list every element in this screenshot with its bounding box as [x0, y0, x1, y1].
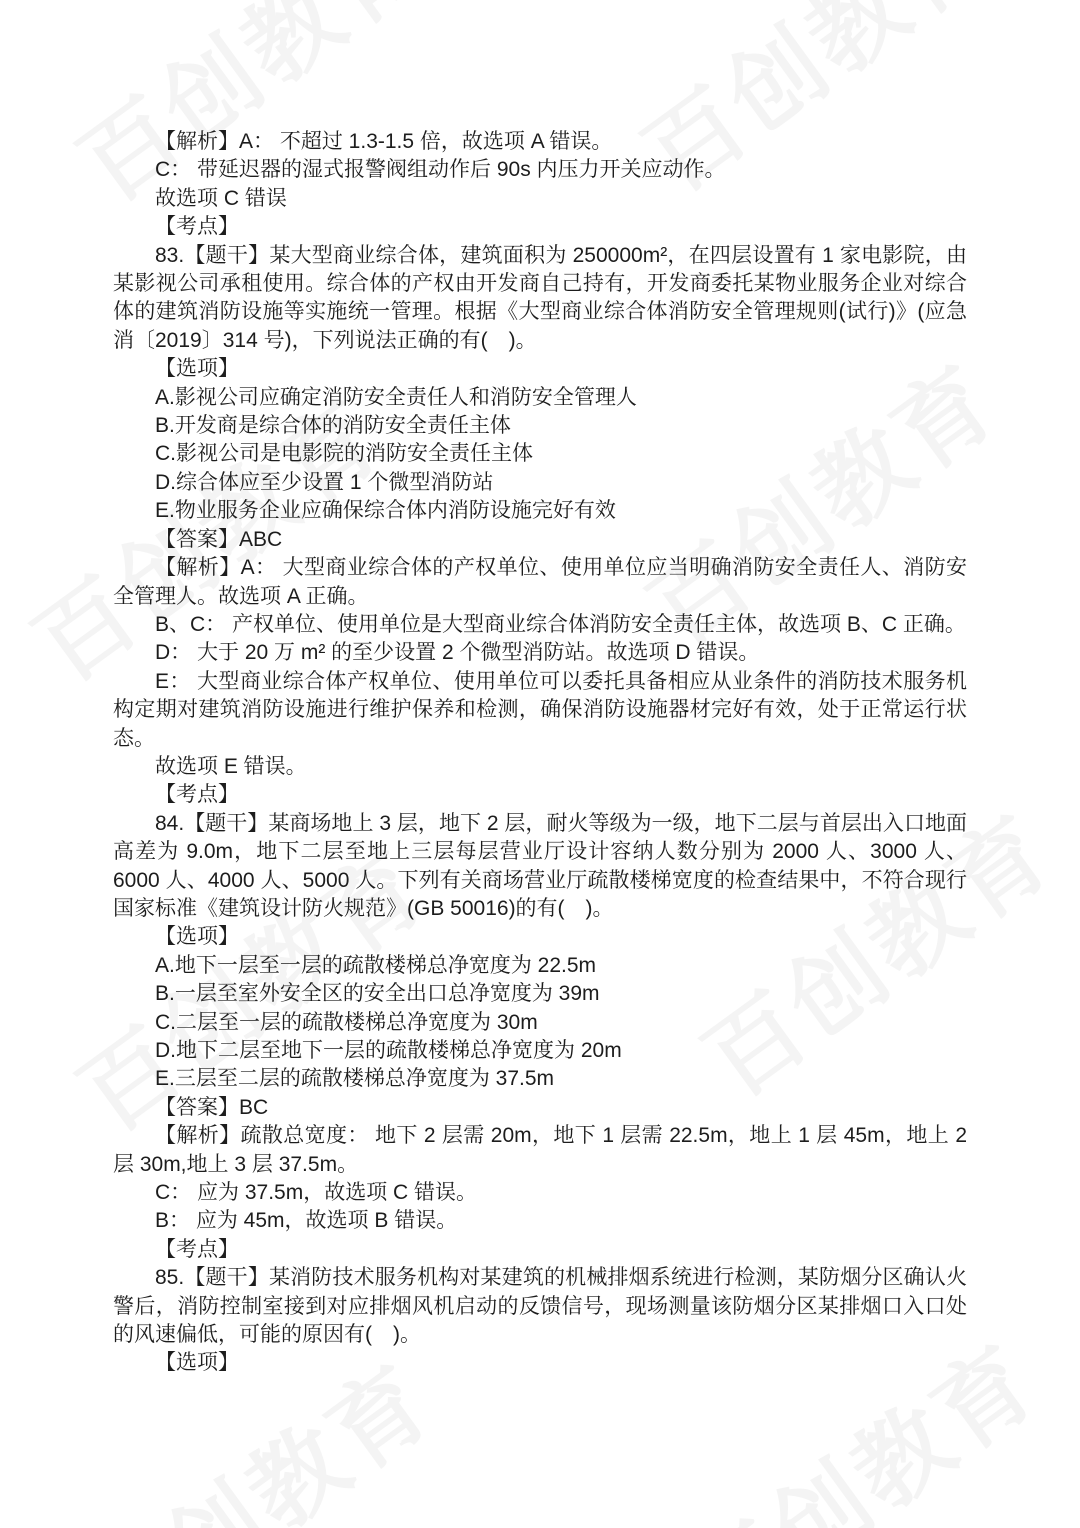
paragraph: C： 带延迟器的湿式报警阀组动作后 90s 内压力开关应动作。 — [155, 158, 726, 182]
paragraph: 【考点】 — [155, 1237, 239, 1261]
paragraph: D： 大于 20 万 m² 的至少设置 2 个微型消防站。故选项 D 错误。 — [155, 641, 760, 665]
paragraph: 故选项 C 错误 — [155, 186, 287, 210]
paragraph: C.二层至一层的疏散楼梯总净宽度为 30m — [155, 1010, 538, 1034]
paragraph: E.物业服务企业应确保综合体内消防设施完好有效 — [155, 499, 616, 523]
paragraph: B、C： 产权单位、使用单位是大型商业综合体消防安全责任主体，故选项 B、C 正确。 — [155, 612, 966, 636]
paragraph: 故选项 E 错误。 — [155, 754, 307, 778]
paragraph: 83.【题干】某大型商业综合体，建筑面积为 250000m²，在四层设置有 1 家电影院，由某影视公司承租使用。综合体的产权由开发商自己持有，开发商委托某物业服务企业对综合体的建筑消防设施等实施统一管理。根据《大型商业综合体消防安全管理规则(试行)》(应急消〔2019〕314 号)，下列说法正确的有( )。 — [113, 243, 967, 352]
paragraph: E： 大型商业综合体产权单位、使用单位可以委托具备相应从业条件的消防技术服务机构定期对建筑消防设施进行维护保养和检测，确保消防设施器材完好有效，处于正常运行状态。 — [113, 669, 967, 750]
paragraph: B： 应为 45m，故选项 B 错误。 — [155, 1209, 458, 1233]
paragraph: A.地下一层至一层的疏散楼梯总净宽度为 22.5m — [155, 953, 597, 977]
paragraph: 84.【题干】某商场地上 3 层，地下 2 层，耐火等级为一级，地下二层与首层出入口地面高差为 9.0m，地下二层至地上三层每层营业厅设计容纳人数分别为 2000 人、3000 人、6000 人、4000 人、5000 人。下列有关商场营业厅疏散楼梯宽度的检查结果中，不符合现行国家标准《建筑设计防火规范》(GB 50016)的有( )。 — [113, 811, 967, 920]
paragraph: D.地下二层至地下一层的疏散楼梯总净宽度为 20m — [155, 1039, 622, 1062]
paragraph: B.一层至室外安全区的安全出口总净宽度为 39m — [155, 982, 600, 1006]
paragraph: B.开发商是综合体的消防安全责任主体 — [155, 414, 511, 438]
paragraph: 【选项】 — [155, 357, 239, 381]
paragraph: 【解析】A： 大型商业综合体的产权单位、使用单位应当明确消防安全责任人、消防安全管理人。故选项 A 正确。 — [113, 556, 967, 608]
paragraph: 【选项】 — [155, 925, 239, 949]
paragraph: 【选项】 — [155, 1351, 239, 1375]
paragraph: 【答案】BC — [155, 1095, 269, 1119]
paragraph: 【考点】 — [155, 215, 239, 239]
paragraph: 【考点】 — [155, 783, 239, 807]
paragraph: C.影视公司是电影院的消防安全责任主体 — [155, 442, 533, 466]
paragraph: 85.【题干】某消防技术服务机构对某建筑的机械排烟系统进行检测，某防烟分区确认火警后，消防控制室接到对应排烟风机启动的反馈信号，现场测量该防烟分区某排烟口入口处的风速偏低，可能的原因有( )。 — [113, 1266, 967, 1347]
paragraph: E.三层至二层的疏散楼梯总净宽度为 37.5m — [155, 1067, 555, 1091]
paragraph: A.影视公司应确定消防安全责任人和消防安全管理人 — [155, 385, 637, 409]
paragraph: 【解析】疏散总宽度： 地下 2 层需 20m，地下 1 层需 22.5m，地上 1 层 45m，地上 2 层 30m,地上 3 层 37.5m。 — [113, 1124, 967, 1176]
paragraph: 【答案】ABC — [155, 527, 283, 551]
paragraph: C： 应为 37.5m，故选项 C 错误。 — [155, 1181, 478, 1205]
document-content — [113, 128, 967, 1378]
paragraph: 【解析】A： 不超过 1.3-1.5 倍，故选项 A 错误。 — [155, 130, 613, 153]
paragraph: D.综合体应至少设置 1 个微型消防站 — [155, 470, 494, 494]
